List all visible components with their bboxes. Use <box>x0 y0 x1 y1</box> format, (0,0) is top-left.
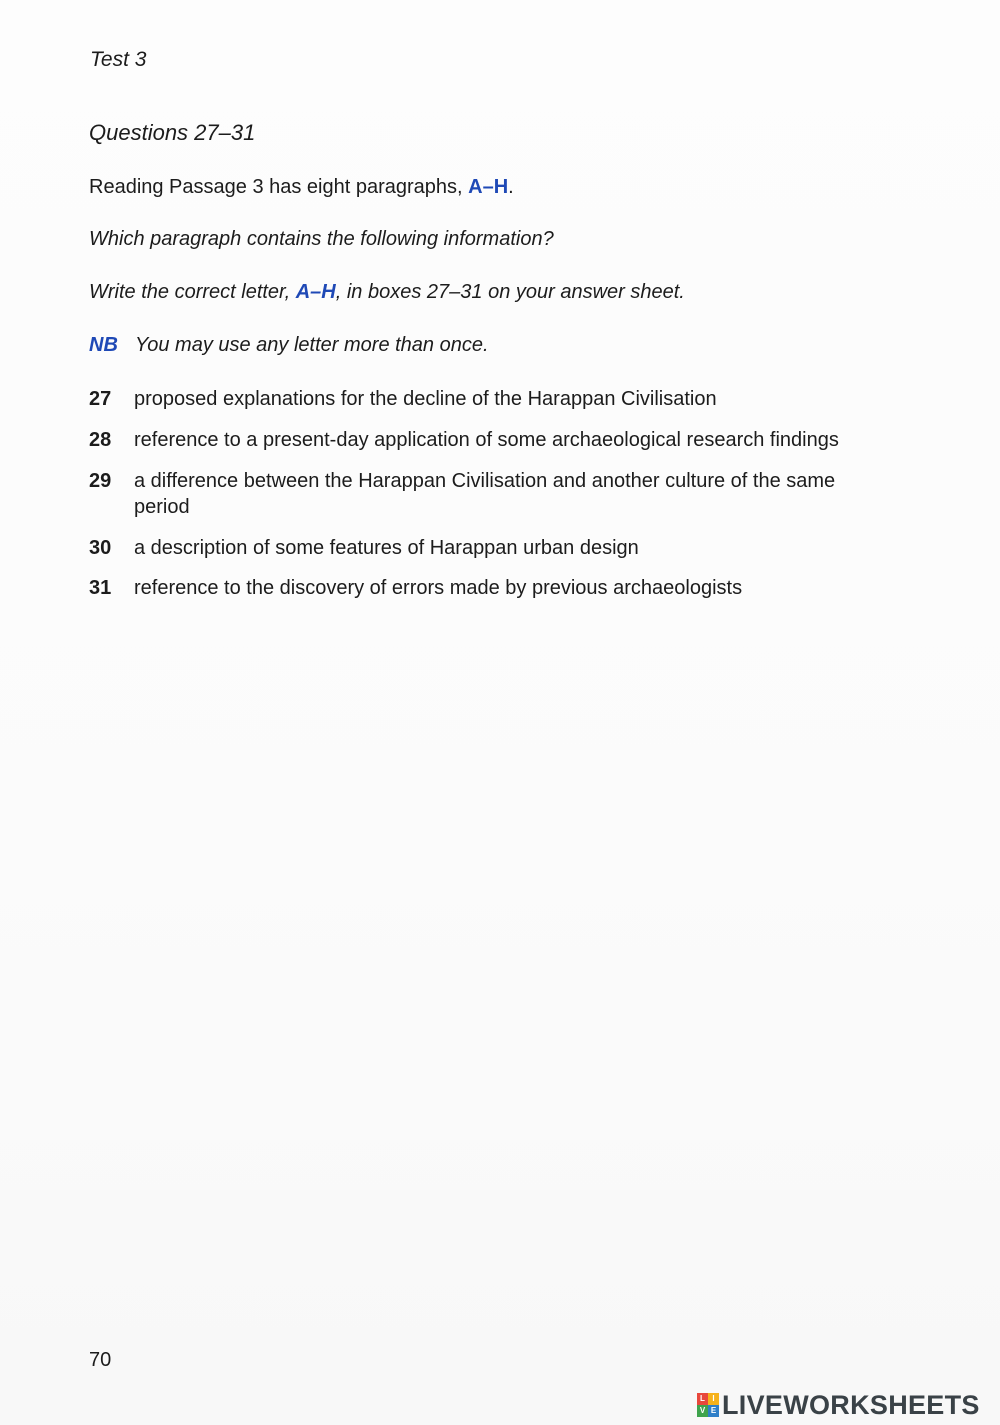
question-text: a description of some features of Harappan urban design <box>134 537 639 559</box>
intro-line <box>89 176 514 199</box>
question-number: 29 <box>89 470 112 492</box>
page-number: 70 <box>89 1349 112 1371</box>
liveworksheets-logo-icon <box>697 1393 719 1417</box>
instruction-which-paragraph: Which paragraph contains the following information? <box>89 228 554 250</box>
question-number: 27 <box>89 388 112 410</box>
question-item <box>89 427 889 453</box>
instruction-suffix: , in boxes 27–31 on your answer sheet. <box>335 281 685 303</box>
instruction-write-letter <box>89 281 685 304</box>
instruction-prefix: Write the correct letter, <box>89 281 296 303</box>
logo-tile-v: V <box>697 1405 708 1417</box>
logo-tile-l: L <box>697 1393 708 1405</box>
logo-wordmark: LIVEWORKSHEETS <box>722 1389 980 1420</box>
instruction-range: A–H <box>295 281 336 303</box>
note-line <box>89 334 489 357</box>
question-number: 30 <box>89 537 112 559</box>
test-header: Test 3 <box>90 48 147 71</box>
question-text: a difference between the Harappan Civilisation and another culture of the same period <box>134 470 836 518</box>
question-text: reference to a present-day application of some archaeological research findings <box>134 429 839 451</box>
note-label: NB <box>89 334 118 356</box>
note-text: You may use any letter more than once. <box>135 334 489 356</box>
intro-suffix: . <box>508 176 514 198</box>
liveworksheets-logo[interactable] <box>697 1389 980 1421</box>
question-number: 31 <box>89 577 112 599</box>
intro-range: A–H <box>468 176 509 198</box>
section-title: Questions 27–31 <box>89 120 256 145</box>
question-text: reference to the discovery of errors made by previous archaeologists <box>134 577 743 599</box>
question-item <box>89 535 889 561</box>
intro-prefix: Reading Passage 3 has eight paragraphs, <box>89 176 469 198</box>
question-text: proposed explanations for the decline of the Harappan Civilisation <box>134 388 717 410</box>
question-item <box>89 575 889 601</box>
logo-tile-e: E <box>708 1405 719 1417</box>
logo-tile-i: I <box>708 1393 719 1405</box>
question-number: 28 <box>89 429 112 451</box>
question-item <box>89 386 889 412</box>
question-item <box>89 468 889 520</box>
